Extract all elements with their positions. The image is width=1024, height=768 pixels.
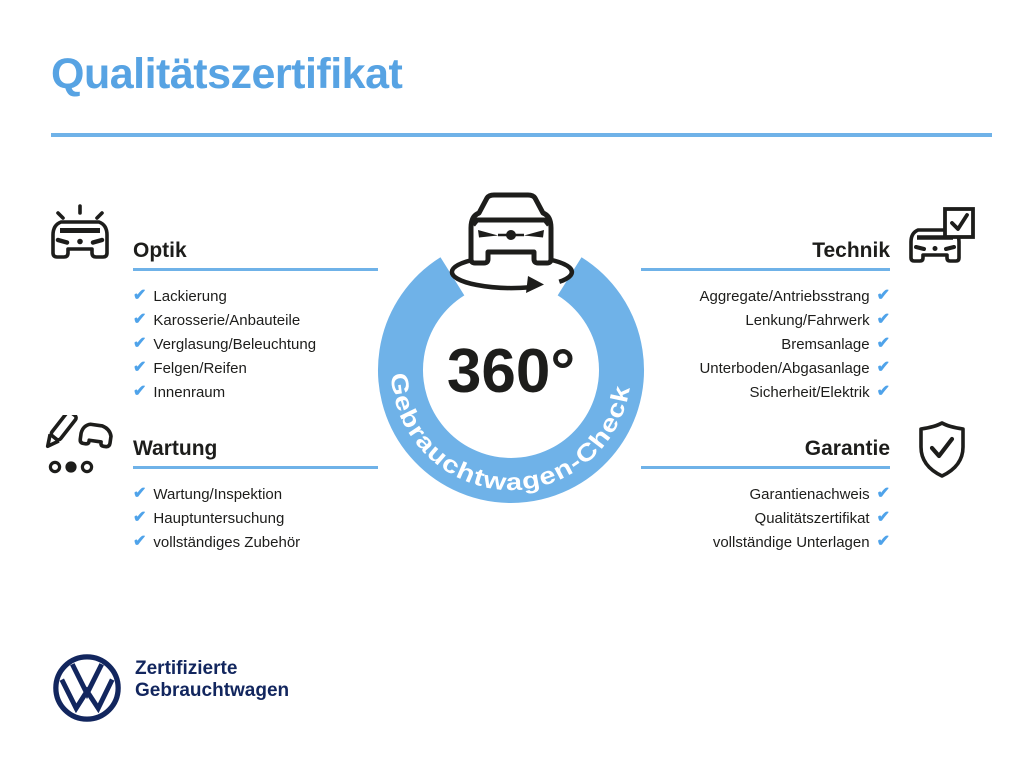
title-divider (51, 133, 992, 137)
check-icon: ✔ (133, 383, 147, 400)
checklist-item (641, 482, 890, 506)
checklist-item-label: Karosserie/Anbauteile (153, 311, 301, 329)
check-icon: ✔ (876, 509, 890, 526)
check-icon: ✔ (133, 509, 147, 526)
checklist-item (133, 380, 378, 404)
car-checkbox-icon (907, 206, 977, 266)
section-divider (641, 466, 890, 469)
section-optik (133, 238, 378, 404)
checklist-item-label: vollständige Unterlagen (712, 533, 870, 551)
checklist-item (641, 530, 890, 554)
checklist-item (133, 332, 378, 356)
section-technik (641, 238, 890, 404)
car-rotation-icon (452, 195, 572, 293)
checklist-item (641, 356, 890, 380)
checklist-item (641, 332, 890, 356)
checklist (133, 284, 378, 404)
check-icon: ✔ (876, 335, 890, 352)
checklist-item-label: Bremsanlage (781, 335, 870, 353)
section-title: Garantie (804, 437, 890, 460)
check-icon: ✔ (876, 533, 890, 550)
brand-line-2: Gebrauchtwagen (135, 680, 290, 701)
checklist-item (133, 482, 378, 506)
section-title: Optik (133, 239, 187, 262)
section-garantie (641, 436, 890, 554)
checklist-item (133, 308, 378, 332)
checklist-item-label: Verglasung/Beleuchtung (153, 335, 317, 353)
section-divider (133, 466, 378, 469)
service-checklist-icon (45, 415, 115, 477)
check-icon: ✔ (876, 383, 890, 400)
ring-label: Gebrauchtwagen-Check (384, 371, 636, 497)
checklist-item-label: Garantienachweis (749, 485, 870, 503)
checklist-item (133, 530, 378, 554)
section-divider (641, 268, 890, 271)
badge-value: 360° (446, 337, 576, 406)
brand-text (135, 658, 289, 702)
checklist-item (641, 308, 890, 332)
checklist-item-label: Wartung/Inspektion (153, 485, 283, 503)
check-icon: ✔ (876, 485, 890, 502)
checklist-item-label: Unterboden/Abgasanlage (699, 359, 870, 377)
checklist-item-label: Felgen/Reifen (153, 359, 247, 377)
checklist-item (133, 284, 378, 308)
car-shine-icon (47, 203, 113, 261)
shield-check-icon (917, 420, 967, 480)
page-title: Qualitätszertifikat (51, 50, 403, 98)
check-icon: ✔ (133, 287, 147, 304)
checklist-item (641, 506, 890, 530)
checklist-item-label: Lackierung (153, 287, 227, 305)
check-icon: ✔ (133, 311, 147, 328)
check-icon: ✔ (876, 359, 890, 376)
section-title: Wartung (133, 437, 218, 460)
checklist-item-label: Qualitätszertifikat (754, 509, 870, 527)
check-icon: ✔ (133, 335, 147, 352)
check-icon: ✔ (133, 359, 147, 376)
360-check-badge (367, 180, 657, 510)
checklist-item-label: vollständiges Zubehör (153, 533, 301, 551)
check-icon: ✔ (133, 533, 147, 550)
checklist (641, 482, 890, 554)
check-icon: ✔ (876, 287, 890, 304)
checklist-item-label: Innenraum (153, 383, 226, 401)
section-title: Technik (812, 239, 890, 262)
checklist-item (133, 356, 378, 380)
checklist-item-label: Sicherheit/Elektrik (749, 383, 870, 401)
section-divider (133, 268, 378, 271)
brand-line-1: Zertifizierte (135, 658, 238, 679)
checklist-item (133, 506, 378, 530)
checklist-item-label: Lenkung/Fahrwerk (745, 311, 870, 329)
checklist-item (641, 380, 890, 404)
checklist (133, 482, 378, 554)
check-icon: ✔ (133, 485, 147, 502)
checklist-item-label: Hauptuntersuchung (153, 509, 285, 527)
section-wartung (133, 436, 378, 554)
check-icon: ✔ (876, 311, 890, 328)
vw-logo (52, 653, 122, 723)
checklist-item (641, 284, 890, 308)
checklist-item-label: Aggregate/Antriebsstrang (699, 287, 870, 305)
checklist (641, 284, 890, 404)
